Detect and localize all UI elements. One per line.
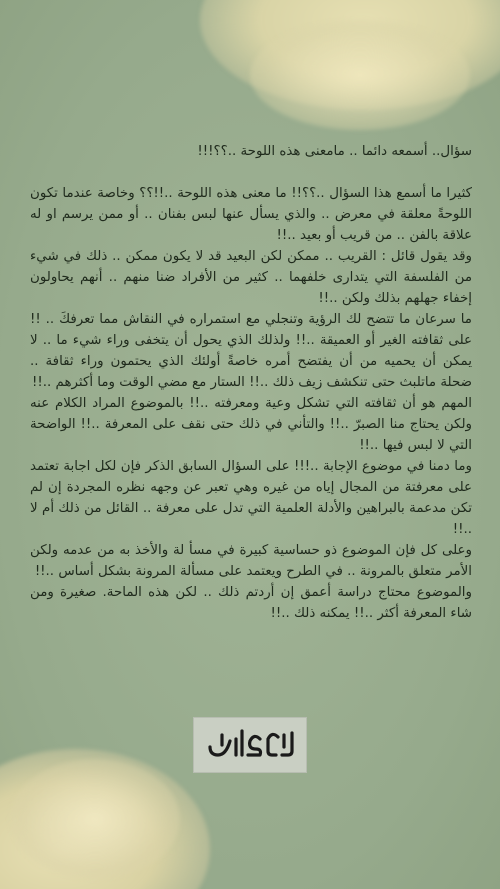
signature-logo-icon bbox=[202, 725, 298, 765]
paragraph: كثيرا ما أسمع هذا السؤال ..؟؟!! ما معنى هذه اللوحة ..!!؟؟ وخاصة عندما تكون اللوحةً معلقة في معرض .. والذي يسأل عنها لبس بفنان .. أو ممن يرسم او له علاقة بالفن .. من قريب أو بعيد ..!! bbox=[30, 186, 472, 243]
watercolor-blot-bottom-highlight bbox=[10, 759, 180, 879]
paragraph: وقد يقول قائل : القريب .. ممكن لكن البعيد قد لا يكون ممكن .. ذلك في شيء من الفلسفة التي يتدارى خلفهما .. كثير من الأفراد ضنا منهم .. أنهم يحاولون إخفاء جهلهم بذلك ولكن ..!! bbox=[30, 249, 472, 306]
paragraph: المهم هو أن ثقافته التي تشكل وعية ومعرفته ..!! بالموضوع المراد الكلام عنه ولكن يحتاج منا الصبرّ ..!! والتأني في ذلك حتى نقف على المعرفة ..!! الواضحة التي لا لبس فيها ..!! bbox=[30, 396, 472, 453]
paragraph: ما سرعان ما تتضح لك الرؤية وتنجلي مع استمراره في النقاش مما تعرفكَ .. !! على ثقافته الغير أو العميقة ..!! ولذلك الذي يحول أن يتخفى وراء شيء ما .. لا يمكن أن يحميه من أن يفتضح أمره خاصةً أولئك الذي يحتمون وراء ثقافة .. ضحلة ماتلبث حتى تنكشف زيف ذلك ..!! الستار مع مضي الوقت وما أكثرهم ..!! bbox=[30, 312, 472, 390]
paragraph: وما دمنا في موضوع الإجابة ..!!! على السؤال السابق الذكر فإن لكل اجابة تعتمد على معرفتة من المجال إياه من غيره وهي تعبر عن وجهه نظره المجردة إن لم تكن مدعمة بالبراهين والأدلة العلمية التي تدل على معرفة .. القائل من ذلك أم لا ..!! bbox=[30, 459, 472, 537]
post-title: سؤال.. أسمعه دائما .. مامعنى هذه اللوحة ..؟؟!!! bbox=[197, 144, 472, 159]
post-body bbox=[30, 183, 472, 624]
paragraph: وعلى كل فإن الموضوع ذو حساسية كبيرة في مسأ لة والأخذ به من عدمه ولكن الأمر متعلق بالمرونة .. في الطرح ويعتمد على مسألة المرونة بشكل أساس ..!! bbox=[30, 543, 472, 579]
watercolor-blot-top-highlight bbox=[250, 20, 470, 130]
paragraph: والموضوع محتاج دراسة أعمق إن أردتم ذلك .. لكن هذه الماحة. صغيرة ومن شاء المعرفة أكثر ..!! يمكنه ذلك ..!! bbox=[30, 585, 472, 621]
signature-logo bbox=[193, 717, 307, 773]
